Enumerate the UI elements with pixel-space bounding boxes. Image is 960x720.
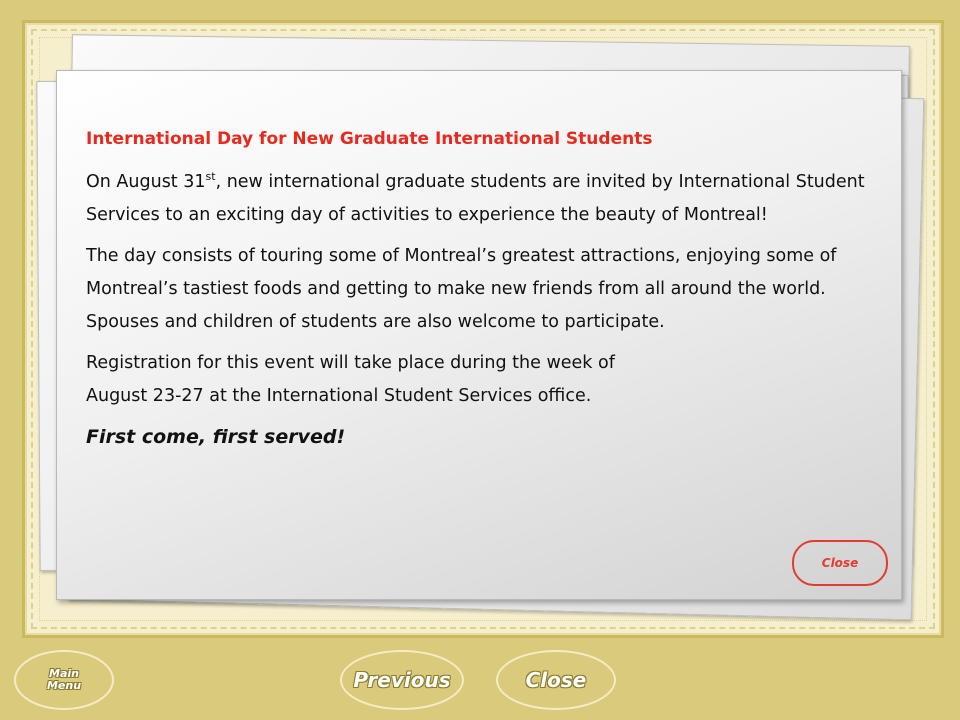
close-button[interactable]: Close <box>496 650 616 710</box>
previous-button[interactable]: Previous <box>340 650 464 710</box>
event-intro-paragraph <box>86 166 876 232</box>
intro-text-start: On August 31 <box>86 172 206 192</box>
registration-line-2: August 23-27 at the International Student Services office. <box>86 386 592 406</box>
event-heading: International Day for New Graduate International Students <box>86 129 653 149</box>
registration-paragraph <box>86 347 876 413</box>
event-description-paragraph: The day consists of touring some of Montreal’s greatest attractions, enjoying some of Montreal’s tastiest foods and getting to make new friends from all around the world. Spouses and children of students are also welcome to participate. <box>86 246 837 332</box>
main-menu-button[interactable] <box>14 650 114 710</box>
tagline: First come, first served! <box>86 426 346 448</box>
intro-text-end: , new international graduate students are invited by International Student Services to an exciting day of activities to experience the beauty of Montreal! <box>86 172 865 225</box>
date-suffix: st <box>205 170 216 184</box>
main-menu-label-line1: Main <box>49 667 79 680</box>
main-menu-label <box>47 668 81 692</box>
registration-line-1: Registration for this event will take place during the week of <box>86 353 615 373</box>
main-menu-label-line2: Menu <box>46 679 82 692</box>
inner-close-button[interactable]: Close <box>792 540 888 586</box>
event-content <box>86 122 876 454</box>
